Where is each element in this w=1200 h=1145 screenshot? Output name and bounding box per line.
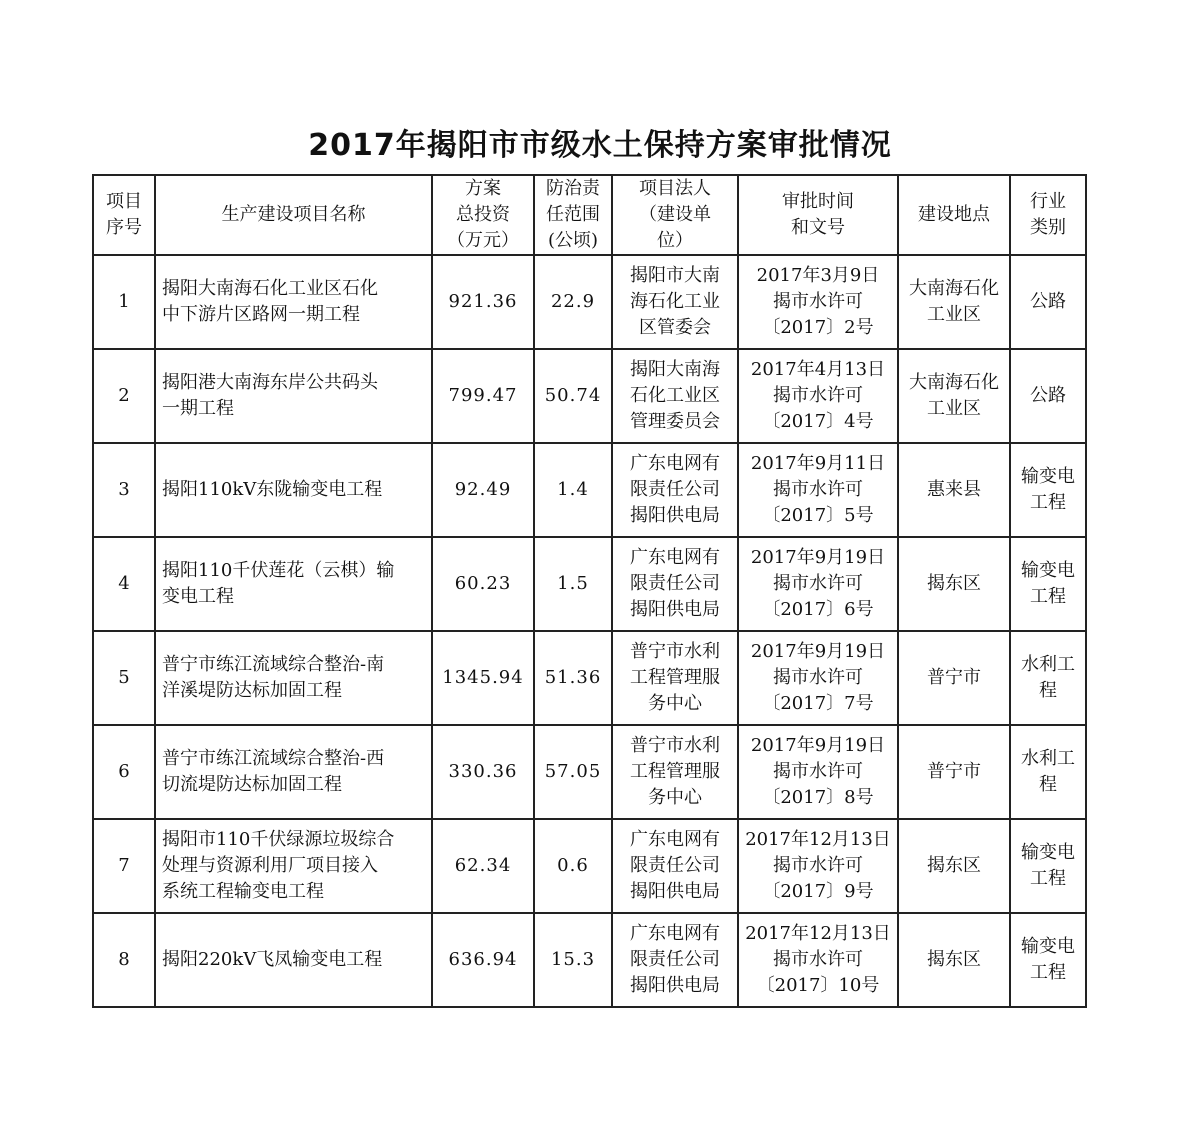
table-row <box>93 725 1086 819</box>
table-row <box>93 819 1086 913</box>
header-location: 建设地点 <box>898 175 1010 255</box>
cell-investment: 92.49 <box>432 443 534 537</box>
header-industry: 行业 类别 <box>1010 175 1086 255</box>
cell-industry: 输变电 工程 <box>1010 443 1086 537</box>
cell-project-name: 揭阳市110千伏绿源垃圾综合 处理与资源利用厂项目接入 系统工程输变电工程 <box>155 819 432 913</box>
cell-area: 1.5 <box>534 537 612 631</box>
header-name: 生产建设项目名称 <box>155 175 432 255</box>
cell-seq: 5 <box>93 631 155 725</box>
cell-seq: 1 <box>93 255 155 349</box>
cell-industry: 输变电 工程 <box>1010 913 1086 1007</box>
header-approval: 审批时间 和文号 <box>738 175 898 255</box>
cell-location: 揭东区 <box>898 537 1010 631</box>
cell-owner: 揭阳大南海 石化工业区 管理委员会 <box>612 349 738 443</box>
cell-owner: 揭阳市大南 海石化工业 区管委会 <box>612 255 738 349</box>
table-row <box>93 443 1086 537</box>
cell-industry: 输变电 工程 <box>1010 819 1086 913</box>
cell-project-name: 揭阳110千伏莲花（云棋）输 变电工程 <box>155 537 432 631</box>
cell-investment: 921.36 <box>432 255 534 349</box>
approval-table <box>92 174 1087 1008</box>
cell-investment: 62.34 <box>432 819 534 913</box>
table-row <box>93 913 1086 1007</box>
cell-project-name: 揭阳220kV飞凤输变电工程 <box>155 913 432 1007</box>
table-row <box>93 349 1086 443</box>
cell-area: 57.05 <box>534 725 612 819</box>
header-area: 防治责 任范围 (公顷) <box>534 175 612 255</box>
cell-owner: 广东电网有 限责任公司 揭阳供电局 <box>612 819 738 913</box>
cell-area: 0.6 <box>534 819 612 913</box>
cell-location: 大南海石化 工业区 <box>898 255 1010 349</box>
cell-area: 50.74 <box>534 349 612 443</box>
table-row <box>93 537 1086 631</box>
cell-industry: 公路 <box>1010 255 1086 349</box>
header-invest: 方案 总投资 （万元） <box>432 175 534 255</box>
cell-location: 惠来县 <box>898 443 1010 537</box>
cell-area: 22.9 <box>534 255 612 349</box>
cell-owner: 普宁市水利 工程管理服 务中心 <box>612 631 738 725</box>
cell-approval: 2017年9月19日 揭市水许可 〔2017〕7号 <box>738 631 898 725</box>
cell-project-name: 普宁市练江流域综合整治-南 洋溪堤防达标加固工程 <box>155 631 432 725</box>
cell-approval: 2017年4月13日 揭市水许可 〔2017〕4号 <box>738 349 898 443</box>
cell-seq: 6 <box>93 725 155 819</box>
cell-approval: 2017年9月11日 揭市水许可 〔2017〕5号 <box>738 443 898 537</box>
cell-approval: 2017年12月13日 揭市水许可 〔2017〕9号 <box>738 819 898 913</box>
cell-approval: 2017年9月19日 揭市水许可 〔2017〕8号 <box>738 725 898 819</box>
cell-location: 普宁市 <box>898 725 1010 819</box>
cell-approval: 2017年12月13日 揭市水许可 〔2017〕10号 <box>738 913 898 1007</box>
header-owner: 项目法人 （建设单 位） <box>612 175 738 255</box>
table-header-row <box>93 175 1086 255</box>
cell-seq: 4 <box>93 537 155 631</box>
cell-seq: 2 <box>93 349 155 443</box>
cell-project-name: 普宁市练江流域综合整治-西 切流堤防达标加固工程 <box>155 725 432 819</box>
cell-seq: 3 <box>93 443 155 537</box>
page-title: 2017年揭阳市市级水土保持方案审批情况 <box>308 128 892 163</box>
cell-seq: 8 <box>93 913 155 1007</box>
cell-area: 1.4 <box>534 443 612 537</box>
cell-investment: 60.23 <box>432 537 534 631</box>
cell-area: 51.36 <box>534 631 612 725</box>
cell-area: 15.3 <box>534 913 612 1007</box>
cell-industry: 水利工 程 <box>1010 631 1086 725</box>
cell-investment: 799.47 <box>432 349 534 443</box>
cell-investment: 636.94 <box>432 913 534 1007</box>
cell-approval: 2017年3月9日 揭市水许可 〔2017〕2号 <box>738 255 898 349</box>
cell-owner: 广东电网有 限责任公司 揭阳供电局 <box>612 443 738 537</box>
cell-owner: 广东电网有 限责任公司 揭阳供电局 <box>612 913 738 1007</box>
cell-investment: 330.36 <box>432 725 534 819</box>
cell-industry: 水利工 程 <box>1010 725 1086 819</box>
cell-owner: 广东电网有 限责任公司 揭阳供电局 <box>612 537 738 631</box>
cell-approval: 2017年9月19日 揭市水许可 〔2017〕6号 <box>738 537 898 631</box>
cell-project-name: 揭阳大南海石化工业区石化 中下游片区路网一期工程 <box>155 255 432 349</box>
header-seq: 项目 序号 <box>93 175 155 255</box>
cell-location: 普宁市 <box>898 631 1010 725</box>
cell-project-name: 揭阳110kV东陇输变电工程 <box>155 443 432 537</box>
cell-seq: 7 <box>93 819 155 913</box>
cell-industry: 输变电 工程 <box>1010 537 1086 631</box>
cell-industry: 公路 <box>1010 349 1086 443</box>
cell-location: 大南海石化 工业区 <box>898 349 1010 443</box>
table-row <box>93 255 1086 349</box>
table-row <box>93 631 1086 725</box>
cell-location: 揭东区 <box>898 819 1010 913</box>
cell-project-name: 揭阳港大南海东岸公共码头 一期工程 <box>155 349 432 443</box>
cell-owner: 普宁市水利 工程管理服 务中心 <box>612 725 738 819</box>
cell-location: 揭东区 <box>898 913 1010 1007</box>
cell-investment: 1345.94 <box>432 631 534 725</box>
